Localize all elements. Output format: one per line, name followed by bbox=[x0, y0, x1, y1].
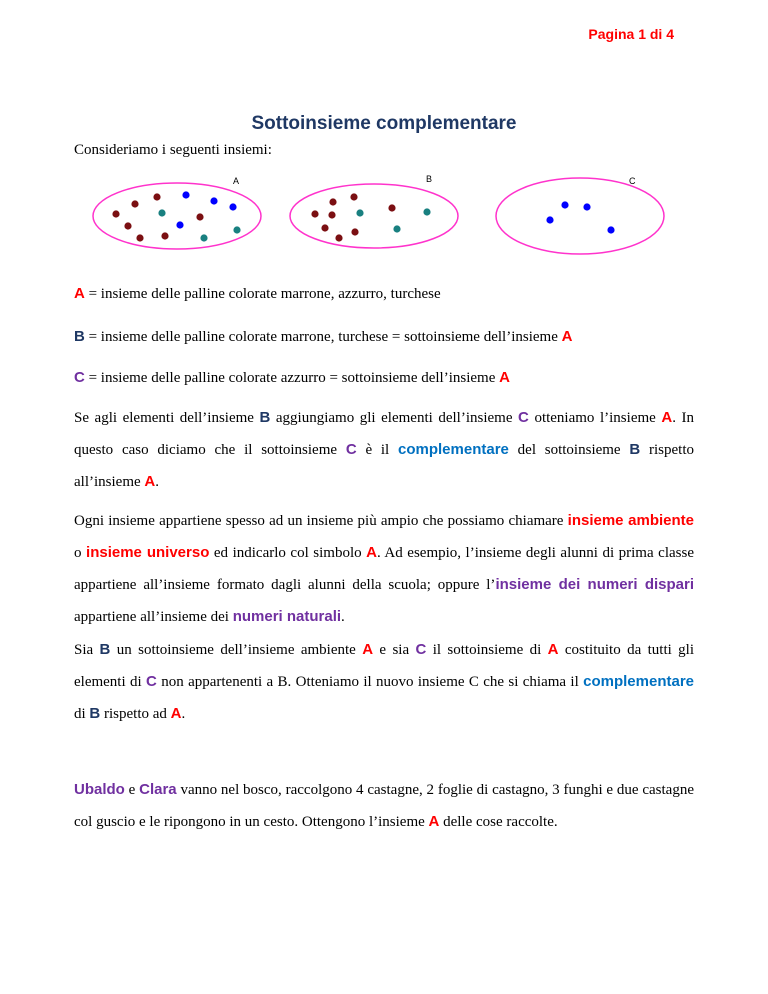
name-clara: Clara bbox=[139, 781, 177, 798]
set-element-dot bbox=[328, 211, 335, 218]
set-element-dot bbox=[233, 226, 240, 233]
set-element-dot bbox=[161, 232, 168, 239]
keyword-complementare: complementare bbox=[398, 441, 509, 458]
set-element-dot bbox=[607, 226, 614, 233]
set-element-dot bbox=[182, 191, 189, 198]
paragraph-esempio: Ubaldo e Clara vanno nel bosco, raccolgono 4 castagne, 2 foglie di castagno, 3 funghi e due castagne col guscio e le ripongono in un cesto. Ottengono l’insieme A delle cose raccolte. bbox=[74, 781, 694, 830]
set-element-dot bbox=[136, 234, 143, 241]
set-element-dot bbox=[124, 222, 131, 229]
symbol-a: A bbox=[74, 285, 85, 302]
set-element-dot bbox=[423, 208, 430, 215]
set-element-dot bbox=[229, 203, 236, 210]
paragraph-insieme-ambiente: Ogni insieme appartiene spesso ad un insieme più ampio che possiamo chiamare insieme ambiente o insieme universo ed indicarlo col simbolo A. Ad esempio, l’insieme degli alunni di prima classe appartiene all’insieme formato dagli alunni della scuola; oppure l’insieme dei numeri dispari appartiene all’insieme dei numeri naturali. bbox=[74, 512, 695, 625]
definition-b: B = insieme delle palline colorate marrone, turchese = sottoinsieme dell’insieme A bbox=[74, 328, 573, 345]
set-label-c: C bbox=[629, 176, 636, 186]
paragraph-complementare: Se agli elementi dell’insieme B aggiungiamo gli elementi dell’insieme C otteniamo l’insieme A. In questo caso diciamo che il sottoinsieme C è il complementare del sottoinsieme B rispetto all’insieme A. bbox=[74, 409, 694, 490]
keyword-insieme-ambiente: insieme ambiente bbox=[567, 512, 694, 529]
set-element-dot bbox=[356, 209, 363, 216]
set-element-dot bbox=[321, 224, 328, 231]
keyword-complementare-2: complementare bbox=[583, 673, 694, 690]
paragraph-definizione: Sia B un sottoinsieme dell’insieme ambiente A e sia C il sottoinsieme di A costituito da tutti gli elementi di C non appartenenti a B. Otteniamo il nuovo insieme C che si chiama il complementare di B rispetto ad A. bbox=[74, 641, 694, 722]
set-element-dot bbox=[329, 198, 336, 205]
set-element-dot bbox=[131, 200, 138, 207]
set-element-dot bbox=[350, 193, 357, 200]
set-element-dot bbox=[176, 221, 183, 228]
intro-text: Consideriamo i seguenti insiemi: bbox=[74, 142, 272, 158]
symbol-b: B bbox=[74, 328, 85, 345]
set-element-dot bbox=[158, 209, 165, 216]
sets-diagram bbox=[0, 0, 768, 300]
set-element-dot bbox=[153, 193, 160, 200]
set-element-dot bbox=[351, 228, 358, 235]
set-c-ellipse bbox=[496, 178, 664, 254]
keyword-insieme-universo: insieme universo bbox=[86, 544, 210, 561]
set-element-dot bbox=[112, 210, 119, 217]
set-element-dot bbox=[311, 210, 318, 217]
set-element-dot bbox=[335, 234, 342, 241]
set-element-dot bbox=[561, 201, 568, 208]
set-element-dot bbox=[546, 216, 553, 223]
page-title: Sottoinsieme complementare bbox=[251, 113, 517, 134]
set-element-dot bbox=[388, 204, 395, 211]
set-label-a: A bbox=[233, 176, 240, 186]
page-number: Pagina 1 di 4 bbox=[588, 26, 674, 42]
keyword-numeri-dispari: insieme dei numeri dispari bbox=[495, 576, 695, 593]
definition-c: C = insieme delle palline colorate azzurro = sottoinsieme dell’insieme A bbox=[74, 369, 510, 386]
symbol-c: C bbox=[74, 369, 85, 386]
set-element-dot bbox=[200, 234, 207, 241]
set-element-dot bbox=[393, 225, 400, 232]
keyword-numeri-naturali: numeri naturali bbox=[232, 608, 342, 625]
definition-a: A = insieme delle palline colorate marrone, azzurro, turchese bbox=[74, 285, 441, 302]
set-element-dot bbox=[583, 203, 590, 210]
set-element-dot bbox=[210, 197, 217, 204]
set-element-dot bbox=[196, 213, 203, 220]
name-ubaldo: Ubaldo bbox=[74, 781, 125, 798]
set-label-b: B bbox=[426, 174, 433, 184]
